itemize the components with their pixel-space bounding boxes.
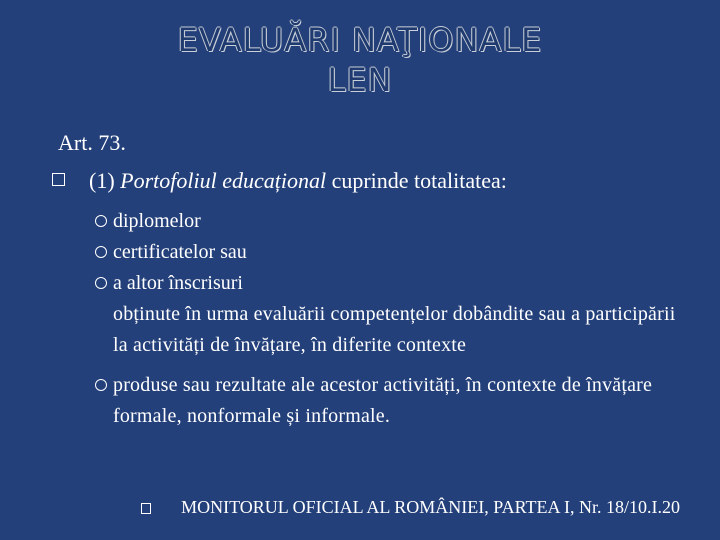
slide-title — [100, 20, 620, 100]
circle-bullet-icon — [95, 277, 107, 289]
item-1-prefix: (1) — [89, 168, 121, 193]
bullet-item — [93, 268, 683, 361]
circle-bullet-icon — [95, 379, 107, 391]
footer-text: MONITORUL OFICIAL AL ROMÂNIEI, PARTEA I, Nr. 18/10.I.20 — [181, 497, 680, 517]
item-1 — [52, 167, 507, 195]
bullet-text: certificatelor sau — [113, 241, 247, 263]
title-line-1: EVALUĂRI NAŢIONALE — [177, 21, 543, 59]
circle-bullet-icon — [95, 215, 107, 227]
footer-citation — [135, 495, 680, 519]
item-1-italic: Portofoliul educațional — [120, 168, 327, 193]
bullet-item — [93, 370, 683, 432]
bullet-item — [93, 237, 683, 268]
bullet-text: produse sau rezultate ale acestor activități, în contexte de învățare formale, nonformale și informale. — [113, 374, 653, 427]
item-1-suffix: cuprinde totalitatea: — [326, 168, 507, 193]
square-bullet-icon — [141, 503, 151, 514]
bullet-text: a altor înscrisuri — [113, 272, 243, 294]
square-bullet-icon — [52, 173, 65, 186]
bullet-list — [93, 206, 683, 432]
bullet-item — [93, 206, 683, 237]
circle-bullet-icon — [95, 246, 107, 258]
bullet-text: diplomelor — [113, 210, 201, 232]
title-line-2: LEN — [327, 61, 393, 99]
bullet-continuation: obținute în urma evaluării competențelor dobândite sau a participării la activități de învățare, în diferite contexte — [113, 303, 676, 356]
article-heading: Art. 73. — [58, 130, 126, 155]
